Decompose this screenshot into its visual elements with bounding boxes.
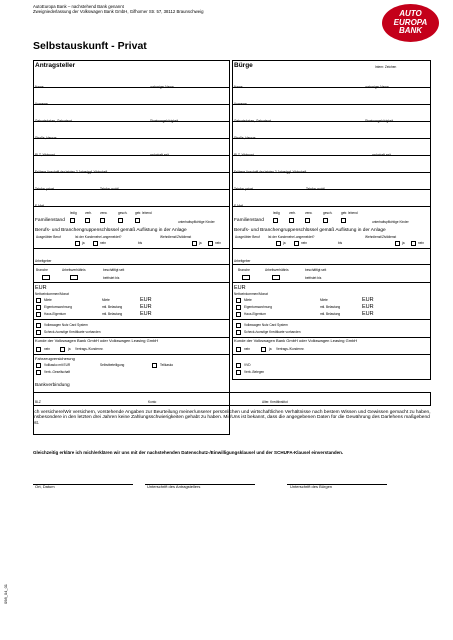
g-getr-checkbox[interactable]: [341, 218, 346, 223]
g-vvd-belege-checkbox[interactable]: [236, 370, 241, 375]
customer-ja[interactable]: [60, 347, 65, 352]
autoeuropa-logo: AUTO EUROPA BANK: [382, 4, 439, 42]
guarantor-heading: Bürge: [234, 62, 253, 69]
declaration-text: Ich versichere/Wir versichern, vorstehende Angaben zur Beurteilung meiner/unserer persönlichen und wirtschaftlichen Verhältnisse nach bestem Wissen und Gewissen gemacht zu haben, insbesondere in den letzten drei Jahren keine Zahlungsschwierigkeiten gehabt zu haben. Mir/Uns ist bekannt, dass die angegebenen Daten für die Gewährung des Darlehens maßgebend ist.: [33, 410, 431, 426]
bank-heading: Bankverbindung: [35, 383, 70, 388]
military-ja[interactable]: [192, 241, 197, 246]
street-field[interactable]: [33, 131, 230, 139]
rent-checkbox[interactable]: [36, 298, 41, 303]
plz-field[interactable]: [33, 148, 230, 156]
g-own-house-checkbox[interactable]: [236, 312, 241, 317]
branche-box[interactable]: [42, 275, 50, 280]
g-vvd-checkbox[interactable]: [236, 363, 241, 368]
retired-ja[interactable]: [75, 241, 80, 246]
g-plz-field[interactable]: [232, 148, 431, 156]
g-relation-box[interactable]: [272, 275, 280, 280]
gesch-checkbox[interactable]: [118, 218, 123, 223]
g-own-usage-checkbox[interactable]: [236, 305, 241, 310]
phone-field[interactable]: [33, 182, 230, 190]
g-retired-ja[interactable]: [276, 241, 281, 246]
vvd-checkbox[interactable]: [36, 370, 41, 375]
g-ledig-checkbox[interactable]: [273, 218, 278, 223]
g-customer-nein[interactable]: [236, 347, 241, 352]
comp-checkbox[interactable]: [36, 363, 41, 368]
verw-checkbox[interactable]: [100, 218, 105, 223]
schufa-text: Gleichzeitig erkläre ich mich/erklären wir uns mit der nachstehenden Datenschutz-/Einwilligungsklausel und der SCHUFA-Klausel einverstanden.: [33, 450, 344, 455]
g-gesch-checkbox[interactable]: [323, 218, 328, 223]
ledig-checkbox[interactable]: [70, 218, 75, 223]
header-text: [33, 4, 203, 15]
military-nein[interactable]: [208, 241, 213, 246]
g-card-checkbox[interactable]: [236, 323, 241, 328]
employer-field[interactable]: [33, 264, 230, 265]
g-name-field[interactable]: [232, 80, 431, 88]
g-branche-box[interactable]: [242, 275, 250, 280]
g-retired-nein[interactable]: [294, 241, 299, 246]
partial-checkbox[interactable]: [152, 363, 157, 368]
header-line1: AutoEuropa Bank – nachstehend Bank genannt: [33, 4, 124, 9]
cheque-checkbox[interactable]: [36, 330, 41, 335]
side-code: 098_04_01: [3, 583, 8, 604]
g-verh-checkbox[interactable]: [289, 218, 294, 223]
vorname-field[interactable]: [33, 97, 230, 105]
g-phone-field[interactable]: [232, 182, 431, 190]
verh-checkbox[interactable]: [85, 218, 90, 223]
g-email-field[interactable]: [232, 199, 431, 207]
g-cheque-checkbox[interactable]: [236, 330, 241, 335]
relation-box[interactable]: [70, 275, 78, 280]
bank-box: [33, 392, 431, 406]
retired-nein[interactable]: [93, 241, 98, 246]
customer-nein[interactable]: [36, 347, 41, 352]
g-customer-ja[interactable]: [261, 347, 266, 352]
getr-checkbox[interactable]: [135, 218, 140, 223]
page-title: Selbstauskunft - Privat: [33, 40, 147, 52]
g-verw-checkbox[interactable]: [305, 218, 310, 223]
name-field[interactable]: [33, 80, 230, 88]
email-field[interactable]: [33, 199, 230, 207]
g-military-nein[interactable]: [411, 241, 416, 246]
header-line2: Zweigniederlassung der Volkswagen Bank GmbH, Gifhorner Str. 57, 38112 Braunschweig: [33, 9, 204, 15]
g-street-field[interactable]: [232, 131, 431, 139]
own-usage-checkbox[interactable]: [36, 305, 41, 310]
card-checkbox[interactable]: [36, 323, 41, 328]
g-rent-checkbox[interactable]: [236, 298, 241, 303]
applicant-heading: Antragsteller: [35, 62, 76, 69]
g-vorname-field[interactable]: [232, 97, 431, 105]
g-employer-field[interactable]: [232, 264, 431, 265]
g-military-ja[interactable]: [395, 241, 400, 246]
own-house-checkbox[interactable]: [36, 312, 41, 317]
